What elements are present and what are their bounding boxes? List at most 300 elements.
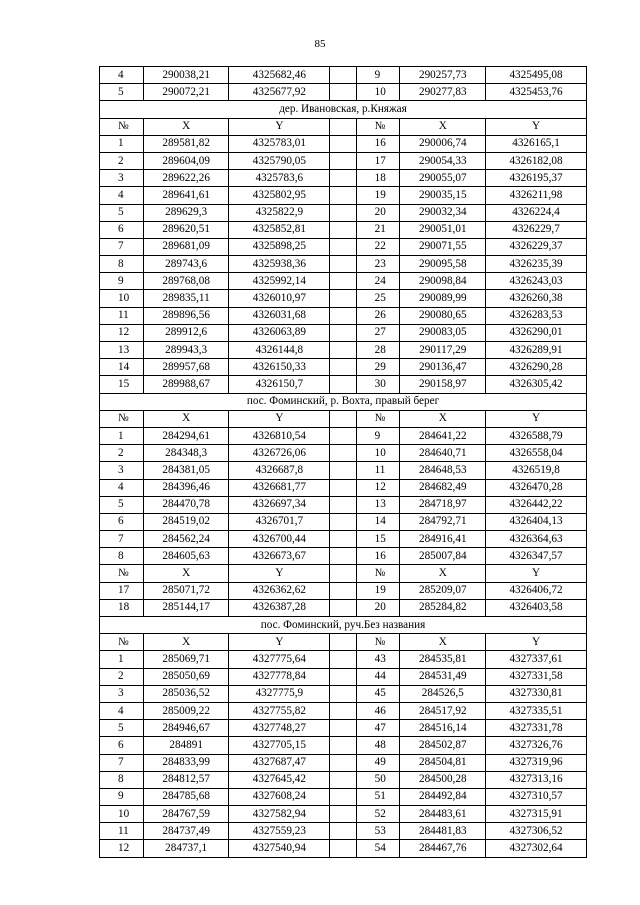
x-coordinate: 284562,24 [143, 531, 229, 548]
point-number: 30 [356, 376, 400, 393]
y-coordinate: 4326211,98 [486, 187, 587, 204]
header-number: № [100, 410, 144, 427]
x-coordinate: 290038,21 [143, 67, 229, 84]
table-row [100, 840, 587, 857]
point-number: 7 [100, 754, 144, 771]
y-coordinate: 4325822,9 [229, 204, 330, 221]
point-number: 29 [356, 359, 400, 376]
x-coordinate: 289743,6 [143, 256, 229, 273]
x-coordinate: 289988,67 [143, 376, 229, 393]
point-number: 20 [356, 204, 400, 221]
x-coordinate: 284516,14 [400, 720, 486, 737]
point-number: 10 [100, 290, 144, 307]
x-coordinate: 290006,74 [400, 135, 486, 152]
x-coordinate: 284294,61 [143, 427, 229, 444]
point-number: 1 [100, 651, 144, 668]
x-coordinate: 284648,53 [400, 462, 486, 479]
y-coordinate: 4326150,7 [229, 376, 330, 393]
point-number: 15 [356, 531, 400, 548]
header-number: № [100, 118, 144, 135]
column-gap-cell [330, 187, 356, 204]
point-number: 8 [100, 256, 144, 273]
table-row [100, 737, 587, 754]
y-coordinate: 4325783,6 [229, 170, 330, 187]
x-coordinate: 290054,33 [400, 152, 486, 169]
column-gap-cell [330, 788, 356, 805]
point-number: 13 [100, 342, 144, 359]
column-gap-cell [330, 290, 356, 307]
x-coordinate: 290136,47 [400, 359, 486, 376]
header-number: № [356, 118, 400, 135]
point-number: 11 [356, 462, 400, 479]
point-number: 49 [356, 754, 400, 771]
column-gap-cell [330, 307, 356, 324]
x-coordinate: 289641,61 [143, 187, 229, 204]
x-coordinate: 290089,99 [400, 290, 486, 307]
y-coordinate: 4327319,96 [486, 754, 587, 771]
x-coordinate: 284792,71 [400, 513, 486, 530]
point-number: 16 [356, 548, 400, 565]
table-row [100, 548, 587, 565]
table-row [100, 187, 587, 204]
column-gap-cell [330, 840, 356, 857]
x-coordinate: 284500,28 [400, 771, 486, 788]
x-coordinate: 284519,02 [143, 513, 229, 530]
y-coordinate: 4326243,03 [486, 273, 587, 290]
column-gap-cell [330, 221, 356, 238]
x-coordinate: 284785,68 [143, 788, 229, 805]
y-coordinate: 4325898,25 [229, 238, 330, 255]
table-row [100, 376, 587, 393]
point-number: 12 [100, 324, 144, 341]
table-row [100, 290, 587, 307]
header-number: № [356, 634, 400, 651]
column-gap-cell [330, 342, 356, 359]
point-number: 5 [100, 204, 144, 221]
y-coordinate: 4325802,95 [229, 187, 330, 204]
x-coordinate: 285069,71 [143, 651, 229, 668]
header-number: № [356, 410, 400, 427]
x-coordinate: 284526,5 [400, 685, 486, 702]
table-row [100, 221, 587, 238]
x-coordinate: 290257,73 [400, 67, 486, 84]
point-number: 44 [356, 668, 400, 685]
table-row [100, 84, 587, 101]
column-gap-cell [330, 651, 356, 668]
y-coordinate: 4327337,61 [486, 651, 587, 668]
y-coordinate: 4327778,84 [229, 668, 330, 685]
y-coordinate: 4326387,28 [229, 599, 330, 616]
point-number: 19 [356, 187, 400, 204]
header-y: Y [229, 634, 330, 651]
x-coordinate: 289896,56 [143, 307, 229, 324]
y-coordinate: 4327335,51 [486, 702, 587, 719]
point-number: 6 [100, 737, 144, 754]
column-gap-cell [330, 238, 356, 255]
point-number: 25 [356, 290, 400, 307]
table-row [100, 685, 587, 702]
column-gap-cell [330, 582, 356, 599]
y-coordinate: 4326726,06 [229, 445, 330, 462]
point-number: 53 [356, 823, 400, 840]
point-number: 9 [100, 788, 144, 805]
y-coordinate: 4326364,63 [486, 531, 587, 548]
y-coordinate: 4327775,64 [229, 651, 330, 668]
column-gap-cell [330, 479, 356, 496]
column-gap-cell [330, 273, 356, 290]
x-coordinate: 284891 [143, 737, 229, 754]
point-number: 51 [356, 788, 400, 805]
x-coordinate: 285036,52 [143, 685, 229, 702]
column-gap-cell [330, 67, 356, 84]
section-heading-row [100, 393, 587, 410]
y-coordinate: 4327582,94 [229, 806, 330, 823]
x-coordinate: 284504,81 [400, 754, 486, 771]
y-coordinate: 4327330,81 [486, 685, 587, 702]
table-row [100, 273, 587, 290]
point-number: 13 [356, 496, 400, 513]
y-coordinate: 4326442,22 [486, 496, 587, 513]
column-header-row [100, 634, 587, 651]
point-number: 3 [100, 685, 144, 702]
header-number: № [356, 565, 400, 582]
point-number: 2 [100, 152, 144, 169]
header-x: X [143, 410, 229, 427]
y-coordinate: 4326810,54 [229, 427, 330, 444]
point-number: 43 [356, 651, 400, 668]
y-coordinate: 4327705,15 [229, 737, 330, 754]
point-number: 27 [356, 324, 400, 341]
y-coordinate: 4326260,38 [486, 290, 587, 307]
y-coordinate: 4327687,47 [229, 754, 330, 771]
column-gap-cell [330, 170, 356, 187]
table-row [100, 599, 587, 616]
y-coordinate: 4326403,58 [486, 599, 587, 616]
point-number: 1 [100, 427, 144, 444]
x-coordinate: 290095,58 [400, 256, 486, 273]
y-coordinate: 4327331,78 [486, 720, 587, 737]
table-row [100, 67, 587, 84]
x-coordinate: 284483,61 [400, 806, 486, 823]
table-row [100, 513, 587, 530]
table-row [100, 342, 587, 359]
x-coordinate: 289622,26 [143, 170, 229, 187]
coordinates-table-body [100, 67, 587, 858]
table-row [100, 531, 587, 548]
header-y: Y [486, 118, 587, 135]
x-coordinate: 289581,82 [143, 135, 229, 152]
point-number: 46 [356, 702, 400, 719]
y-coordinate: 4325682,46 [229, 67, 330, 84]
point-number: 4 [100, 479, 144, 496]
point-number: 4 [100, 67, 144, 84]
table-row [100, 445, 587, 462]
y-coordinate: 4326229,7 [486, 221, 587, 238]
x-coordinate: 284640,71 [400, 445, 486, 462]
column-gap-cell [330, 531, 356, 548]
x-coordinate: 285050,69 [143, 668, 229, 685]
y-coordinate: 4325992,14 [229, 273, 330, 290]
table-row [100, 823, 587, 840]
point-number: 3 [100, 462, 144, 479]
table-row [100, 359, 587, 376]
column-gap-cell [330, 376, 356, 393]
x-coordinate: 290083,05 [400, 324, 486, 341]
header-x: X [143, 634, 229, 651]
y-coordinate: 4326063,89 [229, 324, 330, 341]
x-coordinate: 289681,09 [143, 238, 229, 255]
y-coordinate: 4327645,42 [229, 771, 330, 788]
x-coordinate: 284682,49 [400, 479, 486, 496]
table-row [100, 324, 587, 341]
point-number: 24 [356, 273, 400, 290]
header-y: Y [486, 410, 587, 427]
point-number: 26 [356, 307, 400, 324]
column-gap-cell [330, 496, 356, 513]
point-number: 11 [100, 307, 144, 324]
table-row [100, 204, 587, 221]
point-number: 5 [100, 84, 144, 101]
x-coordinate: 284535,81 [400, 651, 486, 668]
x-coordinate: 289620,51 [143, 221, 229, 238]
point-number: 4 [100, 187, 144, 204]
section-title: пос. Фоминский, руч.Без названия [100, 617, 587, 634]
point-number: 10 [356, 445, 400, 462]
x-coordinate: 284812,57 [143, 771, 229, 788]
column-gap-cell [330, 599, 356, 616]
column-gap-cell [330, 256, 356, 273]
x-coordinate: 285071,72 [143, 582, 229, 599]
x-coordinate: 284492,84 [400, 788, 486, 805]
x-coordinate: 285007,84 [400, 548, 486, 565]
point-number: 2 [100, 445, 144, 462]
y-coordinate: 4326224,4 [486, 204, 587, 221]
y-coordinate: 4326235,39 [486, 256, 587, 273]
point-number: 10 [100, 806, 144, 823]
point-number: 45 [356, 685, 400, 702]
column-gap-cell [330, 462, 356, 479]
x-coordinate: 290051,01 [400, 221, 486, 238]
y-coordinate: 4326289,91 [486, 342, 587, 359]
point-number: 7 [100, 531, 144, 548]
x-coordinate: 284718,97 [400, 496, 486, 513]
x-coordinate: 290055,07 [400, 170, 486, 187]
y-coordinate: 4327302,64 [486, 840, 587, 857]
x-coordinate: 290158,97 [400, 376, 486, 393]
point-number: 11 [100, 823, 144, 840]
point-number: 18 [356, 170, 400, 187]
y-coordinate: 4327331,58 [486, 668, 587, 685]
y-coordinate: 4327559,23 [229, 823, 330, 840]
point-number: 12 [356, 479, 400, 496]
column-gap-cell [330, 737, 356, 754]
x-coordinate: 290117,29 [400, 342, 486, 359]
y-coordinate: 4326697,34 [229, 496, 330, 513]
table-row [100, 170, 587, 187]
y-coordinate: 4326404,13 [486, 513, 587, 530]
column-gap-cell [330, 324, 356, 341]
point-number: 48 [356, 737, 400, 754]
point-number: 18 [100, 599, 144, 616]
header-x: X [143, 565, 229, 582]
table-row [100, 582, 587, 599]
header-x: X [400, 634, 486, 651]
x-coordinate: 284517,92 [400, 702, 486, 719]
table-row [100, 806, 587, 823]
x-coordinate: 285209,07 [400, 582, 486, 599]
y-coordinate: 4326700,44 [229, 531, 330, 548]
x-coordinate: 284481,83 [400, 823, 486, 840]
y-coordinate: 4326283,53 [486, 307, 587, 324]
column-gap-cell [330, 359, 356, 376]
x-coordinate: 290035,15 [400, 187, 486, 204]
y-coordinate: 4326406,72 [486, 582, 587, 599]
y-coordinate: 4325453,76 [486, 84, 587, 101]
table-row [100, 702, 587, 719]
point-number: 8 [100, 548, 144, 565]
column-gap-cell [330, 702, 356, 719]
column-gap-cell [330, 668, 356, 685]
column-gap-cell [330, 152, 356, 169]
x-coordinate: 285284,82 [400, 599, 486, 616]
x-coordinate: 290072,21 [143, 84, 229, 101]
y-coordinate: 4326150,33 [229, 359, 330, 376]
point-number: 17 [100, 582, 144, 599]
point-number: 28 [356, 342, 400, 359]
table-row [100, 238, 587, 255]
column-gap-cell [330, 410, 356, 427]
point-number: 6 [100, 513, 144, 530]
y-coordinate: 4326681,77 [229, 479, 330, 496]
header-x: X [400, 118, 486, 135]
x-coordinate: 284502,87 [400, 737, 486, 754]
y-coordinate: 4326010,97 [229, 290, 330, 307]
x-coordinate: 289912,6 [143, 324, 229, 341]
point-number: 10 [356, 84, 400, 101]
x-coordinate: 285009,22 [143, 702, 229, 719]
y-coordinate: 4326229,37 [486, 238, 587, 255]
column-gap-cell [330, 118, 356, 135]
y-coordinate: 4327315,91 [486, 806, 587, 823]
point-number: 3 [100, 170, 144, 187]
point-number: 16 [356, 135, 400, 152]
section-heading-row [100, 617, 587, 634]
y-coordinate: 4326165,1 [486, 135, 587, 152]
y-coordinate: 4327775,9 [229, 685, 330, 702]
x-coordinate: 284737,49 [143, 823, 229, 840]
y-coordinate: 4326305,42 [486, 376, 587, 393]
y-coordinate: 4325783,01 [229, 135, 330, 152]
point-number: 17 [356, 152, 400, 169]
y-coordinate: 4325852,81 [229, 221, 330, 238]
x-coordinate: 289835,11 [143, 290, 229, 307]
y-coordinate: 4326588,79 [486, 427, 587, 444]
point-number: 5 [100, 496, 144, 513]
header-y: Y [229, 410, 330, 427]
column-gap-cell [330, 445, 356, 462]
point-number: 9 [100, 273, 144, 290]
point-number: 8 [100, 771, 144, 788]
x-coordinate: 284767,59 [143, 806, 229, 823]
point-number: 14 [356, 513, 400, 530]
column-gap-cell [330, 548, 356, 565]
column-header-row [100, 565, 587, 582]
y-coordinate: 4327310,57 [486, 788, 587, 805]
point-number: 50 [356, 771, 400, 788]
y-coordinate: 4326182,08 [486, 152, 587, 169]
x-coordinate: 289629,3 [143, 204, 229, 221]
column-gap-cell [330, 771, 356, 788]
y-coordinate: 4327748,27 [229, 720, 330, 737]
table-row [100, 496, 587, 513]
point-number: 5 [100, 720, 144, 737]
header-x: X [400, 410, 486, 427]
y-coordinate: 4327313,16 [486, 771, 587, 788]
column-gap-cell [330, 84, 356, 101]
x-coordinate: 290032,34 [400, 204, 486, 221]
y-coordinate: 4326470,28 [486, 479, 587, 496]
point-number: 6 [100, 221, 144, 238]
x-coordinate: 289768,08 [143, 273, 229, 290]
y-coordinate: 4326362,62 [229, 582, 330, 599]
column-header-row [100, 118, 587, 135]
point-number: 2 [100, 668, 144, 685]
y-coordinate: 4327306,52 [486, 823, 587, 840]
x-coordinate: 284396,46 [143, 479, 229, 496]
x-coordinate: 290080,65 [400, 307, 486, 324]
table-row [100, 754, 587, 771]
point-number: 22 [356, 238, 400, 255]
x-coordinate: 284641,22 [400, 427, 486, 444]
y-coordinate: 4327755,82 [229, 702, 330, 719]
header-number: № [100, 565, 144, 582]
x-coordinate: 284348,3 [143, 445, 229, 462]
y-coordinate: 4326701,7 [229, 513, 330, 530]
point-number: 1 [100, 135, 144, 152]
point-number: 9 [356, 427, 400, 444]
point-number: 9 [356, 67, 400, 84]
table-row [100, 135, 587, 152]
column-gap-cell [330, 685, 356, 702]
header-y: Y [229, 118, 330, 135]
x-coordinate: 289604,09 [143, 152, 229, 169]
table-row [100, 462, 587, 479]
y-coordinate: 4327608,24 [229, 788, 330, 805]
column-gap-cell [330, 427, 356, 444]
header-y: Y [486, 565, 587, 582]
column-gap-cell [330, 204, 356, 221]
column-gap-cell [330, 720, 356, 737]
column-gap-cell [330, 823, 356, 840]
section-title: пос. Фоминский, р. Вохта, правый берег [100, 393, 587, 410]
point-number: 19 [356, 582, 400, 599]
page-number: 85 [314, 38, 326, 50]
column-gap-cell [330, 565, 356, 582]
point-number: 4 [100, 702, 144, 719]
column-gap-cell [330, 634, 356, 651]
y-coordinate: 4326687,8 [229, 462, 330, 479]
x-coordinate: 284833,99 [143, 754, 229, 771]
header-x: X [400, 565, 486, 582]
y-coordinate: 4326144,8 [229, 342, 330, 359]
x-coordinate: 285144,17 [143, 599, 229, 616]
x-coordinate: 290098,84 [400, 273, 486, 290]
table-row [100, 152, 587, 169]
y-coordinate: 4326558,04 [486, 445, 587, 462]
point-number: 54 [356, 840, 400, 857]
x-coordinate: 290277,83 [400, 84, 486, 101]
table-row [100, 479, 587, 496]
